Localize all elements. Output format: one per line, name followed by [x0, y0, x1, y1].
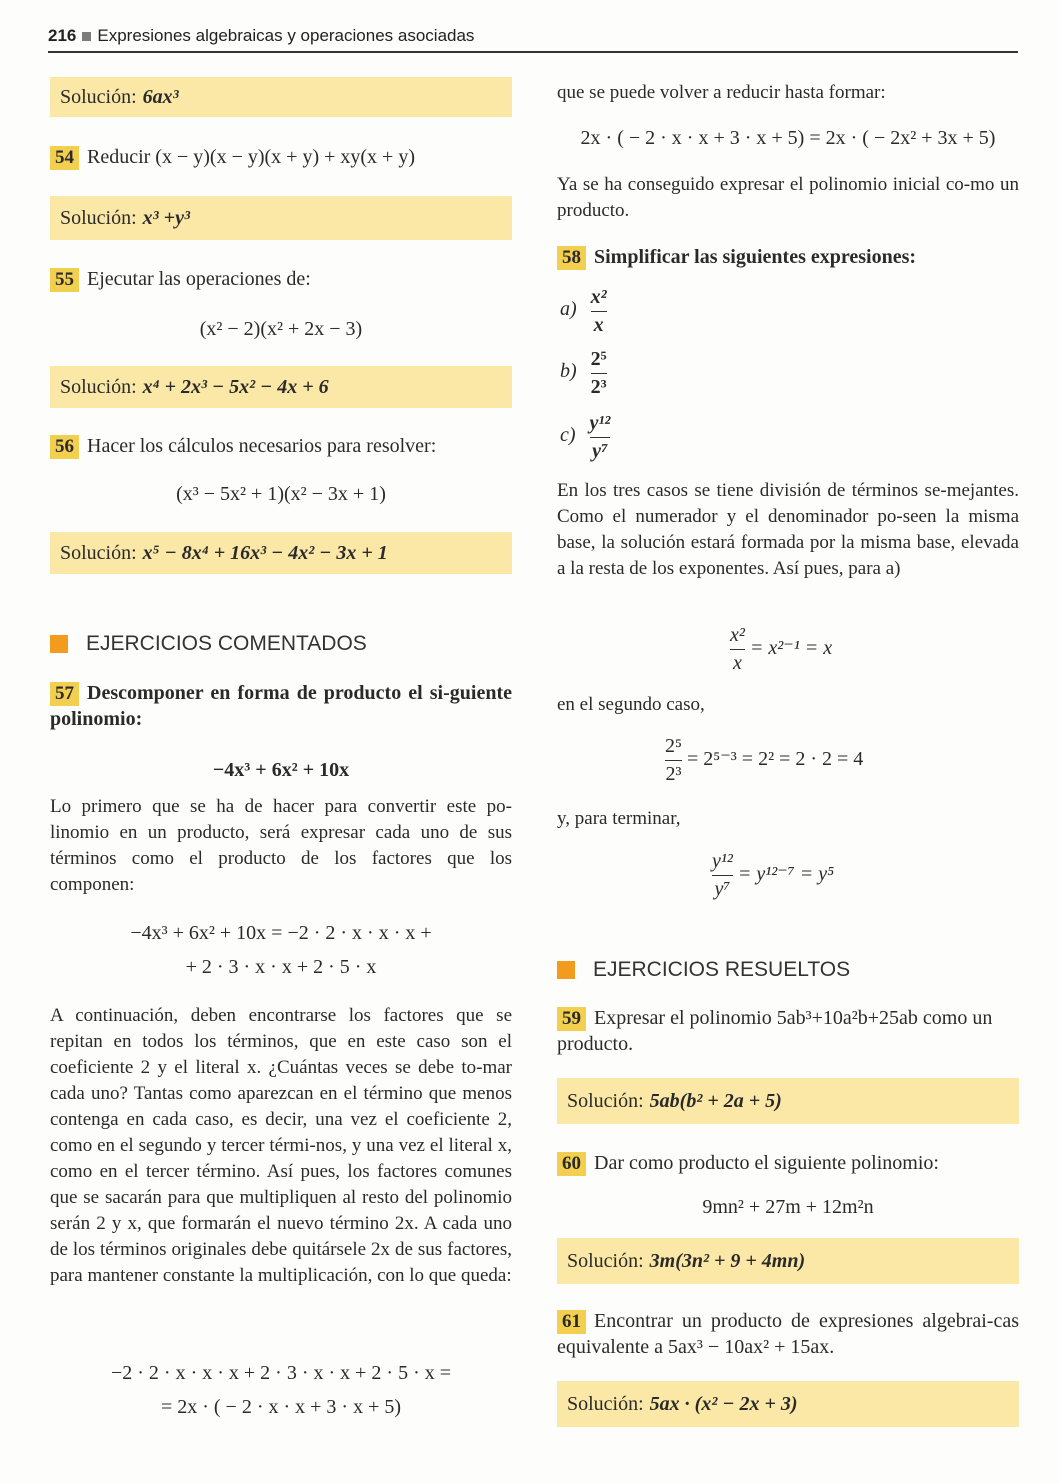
solution-label: Solución: [567, 1392, 644, 1415]
fraction-bar [591, 373, 607, 374]
exercise-text: Descomponer en forma de producto el si-guiente polinomio: [50, 682, 512, 730]
fraction-denominator: x [593, 314, 604, 336]
fraction-denominator: 2³ [665, 763, 682, 785]
right-paragraph-1: En los tres casos se tiene división de términos se-mejantes. Como el numerador y el denominador po-seen la misma base, la solución estará formada por la misma base, elevada a la resta de los exponentes. Así pues, para a) [557, 480, 1019, 579]
solution-box-54 [50, 196, 512, 240]
fraction [712, 850, 733, 901]
header-square-icon [82, 32, 91, 41]
fraction-numerator: y¹² [712, 850, 733, 872]
exercise-text: Encontrar un producto de expresiones algebrai-cas equivalente a 5ax³ − 10ax² + 15ax. [557, 1310, 1019, 1358]
solution-value: x⁵ − 8x⁴ + 16x³ − 4x² − 3x + 1 [142, 541, 388, 564]
exercise-number: 60 [557, 1152, 586, 1176]
equation-3b: = 2x · ( − 2 · x · x + 3 · x + 5) [160, 1396, 402, 1418]
equation-55: (x² − 2)(x² + 2x − 3) [199, 318, 363, 340]
solution-box-55 [50, 366, 512, 408]
solution-box-53 [50, 77, 512, 117]
result-text: = 2⁵⁻³ = 2² = 2 · 2 = 4 [686, 748, 864, 771]
exercise-number: 55 [50, 268, 79, 292]
header-title: Expresiones algebraicas y operaciones asociadas [97, 26, 475, 45]
fraction-numerator: x² [730, 624, 745, 646]
result-a [730, 624, 832, 675]
fraction-bar [712, 875, 733, 876]
exercise-number: 58 [557, 246, 586, 270]
fraction [591, 286, 607, 337]
section-title: EJERCICIOS COMENTADOS [86, 632, 367, 655]
exercise-text: Reducir (x − y)(x − y)(x + y) + xy(x + y) [87, 146, 415, 168]
exercise-58 [557, 244, 1019, 270]
fraction-numerator: x² [590, 286, 607, 308]
exercise-55 [50, 266, 512, 292]
result-text: = x²⁻¹ = x [749, 637, 833, 660]
exercise-56 [50, 433, 512, 459]
solution-label: Solución: [60, 85, 137, 108]
fraction-numerator: 2⁵ [665, 735, 682, 757]
exercise-number: 54 [50, 146, 79, 170]
right-equation-0: 2x · ( − 2 · x · x + 3 · x + 5) = 2x · ( − 2x² + 3x + 5) [580, 127, 996, 149]
solution-box-59 [557, 1078, 1019, 1124]
solution-box-56 [50, 532, 512, 574]
solution-label: Solución: [60, 541, 137, 564]
exercise-number: 61 [557, 1310, 586, 1334]
exercise-text: Dar como producto el siguiente polinomio: [594, 1152, 939, 1174]
solution-value: x⁴ + 2x³ − 5x² − 4x + 6 [142, 375, 329, 398]
fraction-denominator: y⁷ [592, 440, 608, 462]
fraction-bar [730, 649, 745, 650]
equation-3a: −2 · 2 · x · x · x + 2 · 3 · x · x + 2 · 5 · x = [110, 1362, 452, 1384]
right-paragraph-2: en el segundo caso, [557, 694, 705, 715]
fraction-denominator: 2³ [590, 376, 607, 398]
fraction-bar [591, 311, 607, 312]
right-paragraph-3: y, para terminar, [557, 808, 681, 829]
fraction-numerator: 2⁵ [590, 348, 607, 370]
solution-value: 6ax³ [142, 85, 179, 108]
item-label: a) [560, 298, 577, 321]
result-c [712, 850, 834, 901]
exercise-text: Expresar el polinomio 5ab³+10a²b+25ab como un producto. [557, 1007, 993, 1055]
fraction-bar [590, 437, 611, 438]
item-label: c) [560, 424, 576, 447]
solution-value: x³ +y³ [142, 206, 190, 229]
solution-value: 5ab(b² + 2a + 5) [649, 1089, 782, 1112]
exercise-number: 59 [557, 1007, 586, 1031]
exercise-61 [557, 1308, 1019, 1360]
fraction [730, 624, 745, 675]
fraction-bar [665, 760, 682, 761]
exercise-number: 56 [50, 435, 79, 459]
paragraph-1: Lo primero que se ha de hacer para convertir este po-linomio en un producto, será expresar cada uno de sus términos como el producto de los factores que los componen: [50, 796, 512, 895]
equation-56: (x³ − 5x² + 1)(x² − 3x + 1) [176, 483, 386, 505]
solution-value: 3m(3n² + 9 + 4mn) [649, 1249, 806, 1272]
solution-value: 5ax · (x² − 2x + 3) [649, 1392, 798, 1415]
solution-label: Solución: [60, 375, 137, 398]
exercise-number: 57 [50, 682, 79, 706]
section-heading-comentados [50, 632, 367, 656]
solution-label: Solución: [567, 1249, 644, 1272]
exercise-57 [50, 680, 512, 732]
section-square-icon [557, 961, 575, 979]
solution-label: Solución: [60, 206, 137, 229]
item-label: b) [560, 360, 577, 383]
running-header [48, 26, 474, 46]
equation-57: −4x³ + 6x² + 10x [212, 759, 350, 781]
exercise-59 [557, 1005, 1019, 1057]
section-square-icon [50, 635, 68, 653]
fraction [591, 348, 607, 399]
exercise-60 [557, 1150, 1019, 1176]
fraction [665, 735, 682, 786]
right-paragraph-0: que se puede volver a reducir hasta formar: [557, 82, 886, 103]
paragraph-2: A continuación, deben encontrarse los factores que se repitan en todos los términos, que en este caso son el coeficiente 2 y el literal x. ¿Cuántas veces se debe to-mar cada uno? Tantas como aparezcan en el término que menos contenga en cada caso, es decir, una vez el coeficiente 2, como en el segundo y tercer térmi-nos, y una vez el literal x, como en el tercer término. Así pues, los factores comunes que se sacarán para que multipliquen al resto del polinomio serán 2 y x, que formarán el nuevo término 2x. A cada uno de los términos originales debe quitársele 2x de sus factores, para mantener constante la multiplicación, con lo que queda: [50, 1005, 512, 1286]
header-rule [48, 51, 1018, 53]
page-number: 216 [48, 26, 77, 45]
solution-label: Solución: [567, 1089, 644, 1112]
fraction [590, 412, 611, 463]
exercise-text: Simplificar las siguientes expresiones: [594, 246, 917, 268]
equation-2b: + 2 · 3 · x · x + 2 · 5 · x [185, 956, 377, 978]
equation-60: 9mn² + 27m + 12m²n [702, 1196, 874, 1218]
fraction-denominator: y⁷ [714, 878, 731, 900]
item-b [560, 348, 607, 399]
solution-box-61 [557, 1381, 1019, 1427]
item-a [560, 286, 607, 337]
right-paragraph-0b: Ya se ha conseguido expresar el polinomio inicial co-mo un producto. [557, 174, 1019, 221]
result-b [665, 735, 863, 786]
result-text: = y¹²⁻⁷ = y⁵ [737, 863, 835, 886]
exercise-text: Hacer los cálculos necesarios para resolver: [87, 435, 437, 457]
exercise-text: Ejecutar las operaciones de: [87, 268, 311, 290]
exercise-54 [50, 144, 512, 170]
section-title: EJERCICIOS RESUELTOS [593, 958, 851, 981]
fraction-denominator: x [732, 652, 742, 674]
section-heading-resueltos [557, 958, 850, 982]
solution-box-60 [557, 1238, 1019, 1284]
fraction-numerator: y¹² [589, 412, 611, 434]
item-c [560, 412, 610, 463]
equation-2a: −4x³ + 6x² + 10x = −2 · 2 · x · x · x + [130, 922, 432, 944]
